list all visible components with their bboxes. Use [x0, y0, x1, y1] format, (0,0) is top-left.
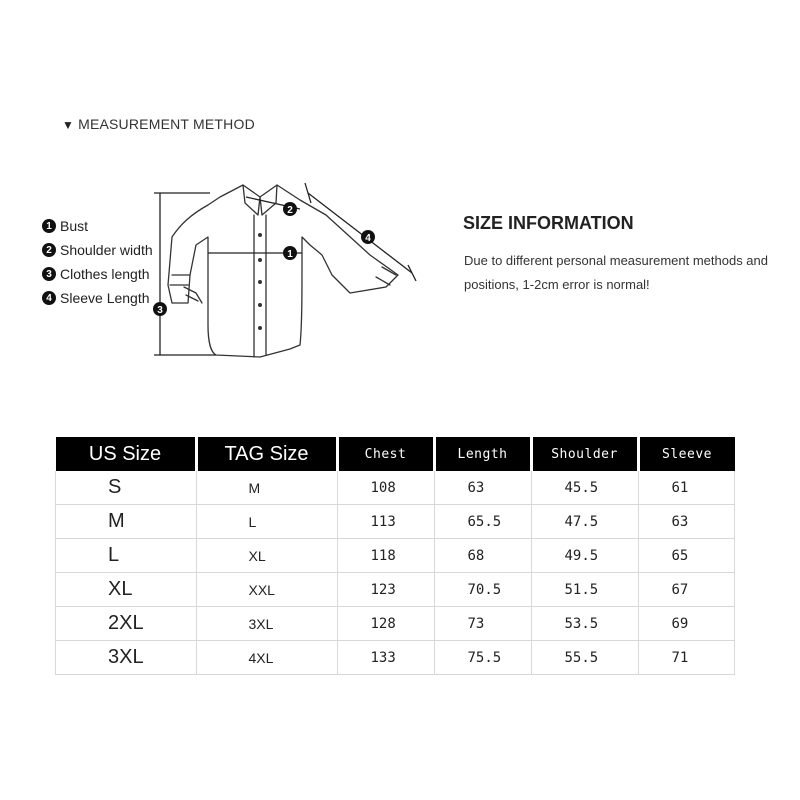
- table-row: [56, 573, 735, 607]
- cell-length: 70.5: [434, 573, 531, 607]
- cell-us-size: 2XL: [56, 607, 197, 641]
- svg-text:2: 2: [287, 205, 293, 216]
- svg-text:3: 3: [157, 305, 163, 316]
- legend-label: Bust: [60, 218, 89, 234]
- cell-sleeve: 65: [638, 539, 735, 573]
- measurement-legend: [42, 214, 153, 310]
- cell-shoulder: 45.5: [531, 471, 638, 505]
- legend-item-sleeve: [42, 286, 153, 310]
- cell-us-size: 3XL: [56, 641, 197, 675]
- svg-text:1: 1: [287, 249, 293, 260]
- size-chart-table: [55, 437, 735, 675]
- cell-tag-size: L: [196, 505, 337, 539]
- right-cuff: [376, 267, 396, 285]
- number-4-icon: 4: [42, 291, 56, 305]
- header-us-size: US Size: [56, 437, 197, 471]
- legend-item-bust: [42, 214, 153, 238]
- table-row: [56, 505, 735, 539]
- table-row: [56, 471, 735, 505]
- cell-tag-size: M: [196, 471, 337, 505]
- number-3-icon: 3: [42, 267, 56, 281]
- header-shoulder: Shoulder: [531, 437, 638, 471]
- measurement-method-title: MEASUREMENT METHOD: [78, 116, 255, 132]
- shirt-outline: [168, 185, 398, 357]
- table-row: [56, 539, 735, 573]
- cell-length: 73: [434, 607, 531, 641]
- legend-item-length: [42, 262, 153, 286]
- header-tag-size: TAG Size: [196, 437, 337, 471]
- cell-chest: 118: [337, 539, 434, 573]
- cell-chest: 113: [337, 505, 434, 539]
- cell-tag-size: XXL: [196, 573, 337, 607]
- cell-us-size: L: [56, 539, 197, 573]
- left-cuff: [170, 275, 190, 285]
- cell-length: 65.5: [434, 505, 531, 539]
- cell-tag-size: 4XL: [196, 641, 337, 675]
- cell-shoulder: 51.5: [531, 573, 638, 607]
- cell-shoulder: 55.5: [531, 641, 638, 675]
- header-sleeve: Sleeve: [638, 437, 735, 471]
- cell-length: 63: [434, 471, 531, 505]
- number-2-icon: 2: [42, 243, 56, 257]
- svg-text:4: 4: [365, 233, 371, 244]
- legend-label: Clothes length: [60, 266, 150, 282]
- cell-us-size: S: [56, 471, 197, 505]
- cell-sleeve: 71: [638, 641, 735, 675]
- cell-shoulder: 49.5: [531, 539, 638, 573]
- cell-chest: 128: [337, 607, 434, 641]
- size-information-title: SIZE INFORMATION: [463, 213, 634, 233]
- shirt-buttons: [258, 233, 262, 330]
- cell-chest: 133: [337, 641, 434, 675]
- number-1-icon: 1: [42, 219, 56, 233]
- cell-chest: 108: [337, 471, 434, 505]
- cell-chest: 123: [337, 573, 434, 607]
- cuff-detail: [184, 287, 202, 303]
- cell-sleeve: 69: [638, 607, 735, 641]
- cell-us-size: M: [56, 505, 197, 539]
- cell-us-size: XL: [56, 573, 197, 607]
- header-chest: Chest: [337, 437, 434, 471]
- cell-sleeve: 61: [638, 471, 735, 505]
- legend-label: Shoulder width: [60, 242, 153, 258]
- table-row: [56, 641, 735, 675]
- table-row: [56, 607, 735, 641]
- cell-length: 68: [434, 539, 531, 573]
- legend-label: Sleeve Length: [60, 290, 150, 306]
- header-length: Length: [434, 437, 531, 471]
- cell-shoulder: 47.5: [531, 505, 638, 539]
- cell-shoulder: 53.5: [531, 607, 638, 641]
- cell-tag-size: 3XL: [196, 607, 337, 641]
- sleeve-line: [308, 193, 412, 273]
- measurement-method-heading: [62, 116, 255, 132]
- cell-length: 75.5: [434, 641, 531, 675]
- cell-sleeve: 63: [638, 505, 735, 539]
- table-header-row: [56, 437, 735, 471]
- shirt-diagram: [150, 175, 420, 365]
- cell-tag-size: XL: [196, 539, 337, 573]
- legend-item-shoulder: [42, 238, 153, 262]
- size-information-note: Due to different personal measurement methods and positions, 1-2cm error is normal!: [464, 253, 768, 292]
- cell-sleeve: 67: [638, 573, 735, 607]
- triangle-down-icon: ▼: [62, 118, 75, 132]
